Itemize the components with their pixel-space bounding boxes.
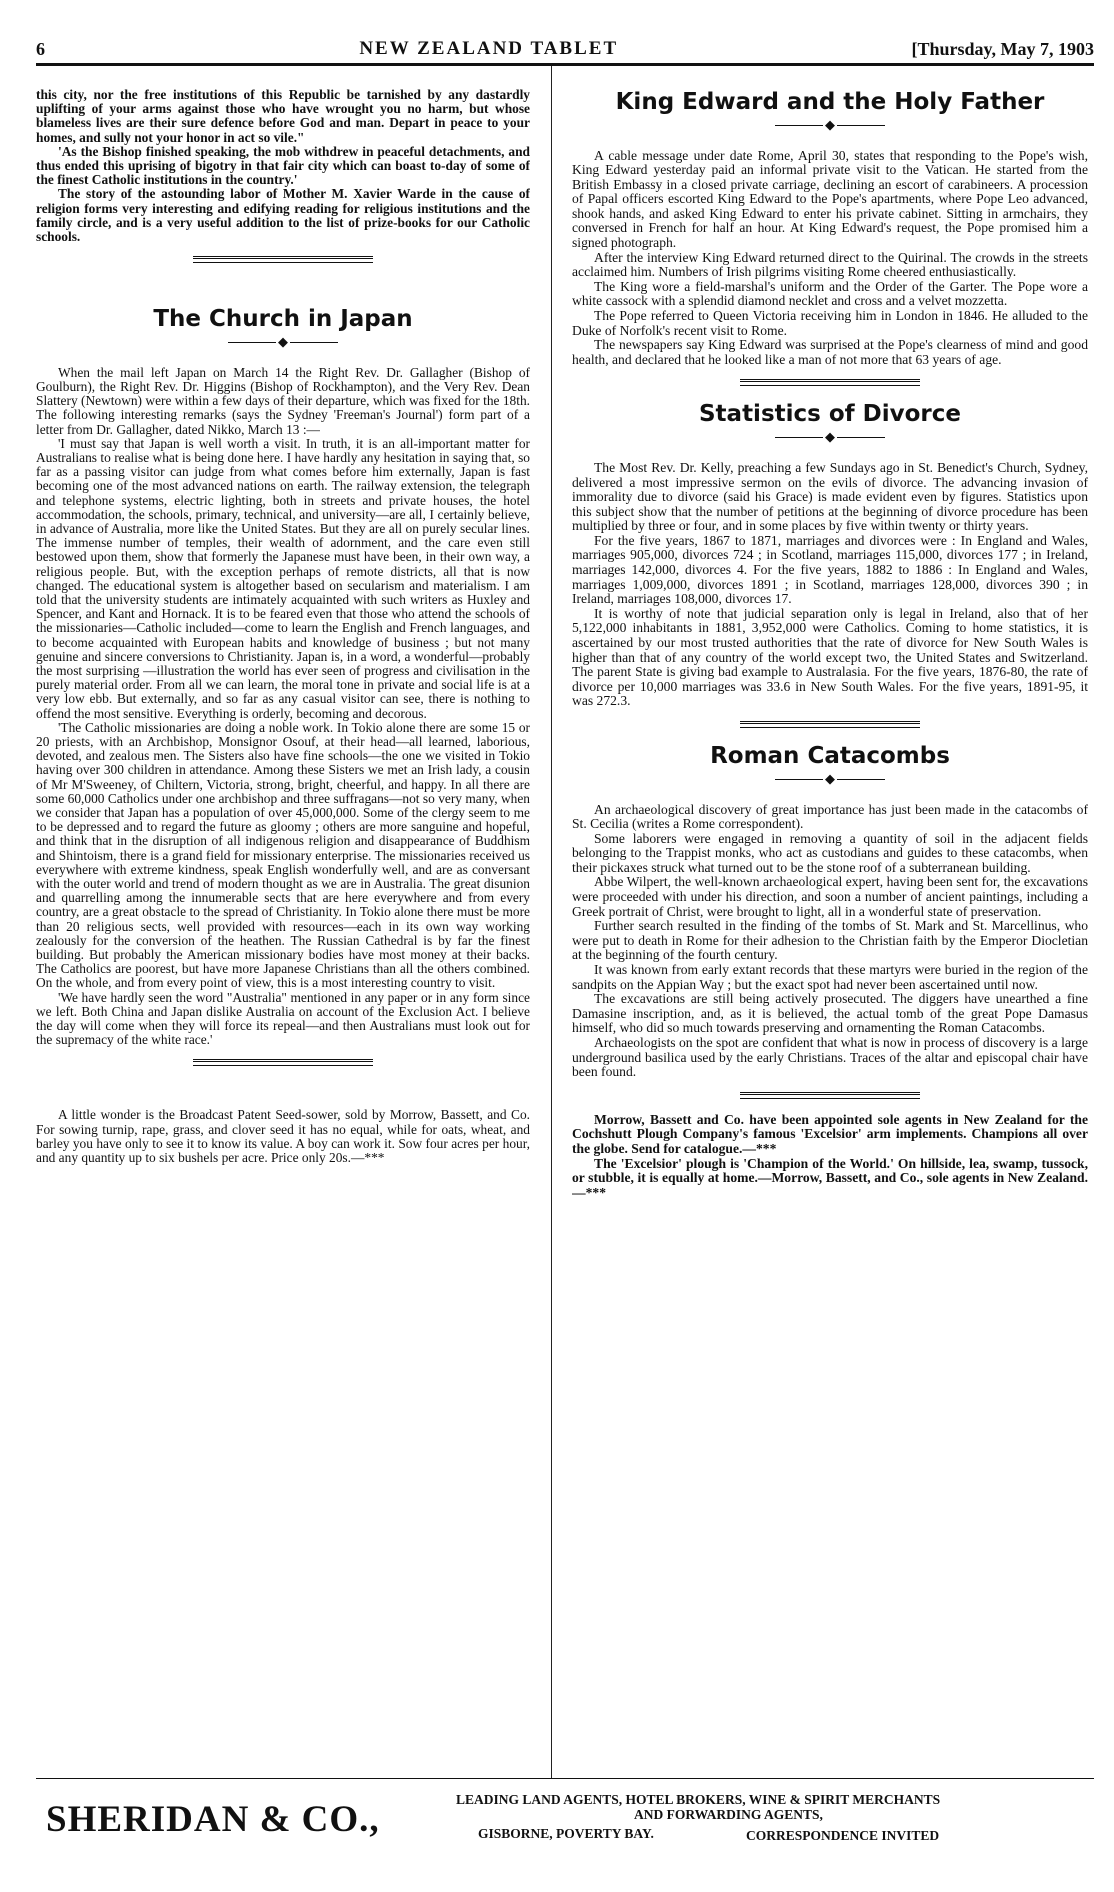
- section-separator: [740, 379, 920, 386]
- section-separator: [193, 1059, 373, 1066]
- article-paragraph: Abbe Wilpert, the well-known archaeological expert, having been sent for, the excavations were proceeded with under his direction, and soon a number of ancient paintings, including a Greek portrait of Christ, were brought to light, all in a wonderful state of preservation.: [572, 874, 1088, 919]
- article-paragraph: An archaeological discovery of great importance has just been made in the catacombs of St. Cecilia (writes a Rome correspondent).: [572, 801, 1088, 832]
- issue-date: [Thursday, May 7, 1903: [911, 38, 1094, 59]
- section-separator: [740, 1092, 920, 1099]
- article-paragraph: Further search resulted in the finding of the tombs of St. Mark and St. Marcellinus, who were put to death in Rome for their adhesion to the Christian faith by the Emperor Diocletian at the beginning of the fourth century.: [572, 918, 1088, 963]
- advert-seed-sower: A little wonder is the Broadcast Patent Seed-sower, sold by Morrow, Bassett, and Co. For sowing turnip, rape, grass, and clover seed it has no equal, while for oats, wheat, and barley you have only to see it to know its value. A boy can work it. Sow four acres per hour, and any quantity up to six bushels per acre. Price only 20s.—***: [36, 1107, 530, 1166]
- intro-paragraph: 'As the Bishop finished speaking, the mob withdrew in peaceful detachments, and thus ended this uprising of bigotry in that fair city which can boast to-day of some of the finest Catholic institutions in the country.': [36, 143, 530, 188]
- article-paragraph: 'The Catholic missionaries are doing a noble work. In Tokio alone there are some 15 or 20 priests, with an Archbishop, Monsignor Osouf, at their head—all learned, laborious, devoted, and zealous men. The Sisters also have fine schools—the one we visited in Tokio having over 300 children in attendance. Among these Sisters we met an Irish lady, a cousin of Mr M'Sweeney, of Chiltern, Victoria, strong, bright, cheerful, and happy. In all there are some 60,000 Catholics under one archbishop and three suffragans—not so very many, when we consider that Japan has a population of over 45,000,000. Some of the clergy seem to me to be depressed and to regard the future as gloomy ; others are more sanguine and hopeful, and think that in the disruption of all indigenous religion and disappearance of Buddhism and Shintoism, there is a grand field for missionary enterprise. The missionaries received us everywhere with extreme kindness, speak English wonderfully well, and are as conversant with the outer world and trend of modern thought as we are in Australia. The great disunion and quarrelling among the innumerable sects that are here everywhere and from every country, are a great obstacle to the spread of Christianity. In Tokio alone there must be more than 20 religious sects, well provided with resources—each in its own way working zealously for the conversion of the heathen. The Russian Cathedral is by far the finest building. But probably the American missionary bodies have most money at their backs. The Catholics are poorest, but have more Japanese Christians than all the others combined. On the whole, and from every point of view, this is a most interesting country to visit.: [36, 719, 530, 991]
- intro-paragraph: The story of the astounding labor of Mother M. Xavier Warde in the cause of religion forms very interesting and edifying reading for religious institutions and the family circle, and is a very useful addition to the list of prize-books for our Catholic schools.: [36, 186, 530, 245]
- article-title-divorce: Statistics of Divorce: [698, 401, 962, 428]
- article-paragraph: The newspapers say King Edward was surprised at the Pope's clearness of mind and good health, and declared that he looked like a man of not more that 63 years of age.: [572, 337, 1088, 367]
- article-paragraph: Some laborers were engaged in removing a quantity of soil in the adjacent fields belonging to the Trappist monks, who act as custodians and guides to these catacombs, when their pickaxes struck what turned out to be the stone roof of a subterranean building.: [572, 830, 1088, 875]
- page-number: 6: [36, 38, 45, 59]
- advert-excelsior: The 'Excelsior' plough is 'Champion of the World.' On hillside, lea, swamp, tussock, or stubble, it is equally at home.—Morrow, Bassett, and Co., sole agents in New Zealand.—***: [572, 1155, 1088, 1200]
- advert-excelsior: Morrow, Bassett and Co. have been appointed sole agents in New Zealand for the Cochshutt Plough Company's famous 'Excelsior' arm implements. Champions all over the globe. Send for catalogue.—***: [572, 1111, 1088, 1156]
- masthead-rule: [36, 63, 1094, 66]
- article-paragraph: Archaeologists on the spot are confident that what is now in process of discovery is a large underground basilica used by the early Christians. Traces of the altar and episcopal chair have been found.: [572, 1035, 1088, 1080]
- footer-advert: [36, 1792, 1094, 1852]
- article-paragraph: The King wore a field-marshal's uniform and the Order of the Garter. The Pope wore a white cassock with a splendid diamond necklet and cross and a velvet mozzetta.: [572, 278, 1088, 309]
- sheridan-brand: SHERIDAN & CO.,: [46, 1799, 380, 1840]
- article-paragraph: 'I must say that Japan is well worth a visit. In truth, it is an all-important matter for Australians to realise what is being done here. I have hardly any hesitation in saying that, so far as a passing visitor can judge from what comes before him externally, Japan is fast becoming one of the most advanced nations on earth. The railway extension, the telegraph and telephone systems, electric lighting, both in streets and private houses, the hotel accommodation, the schools, primary, technical, and university—are all, I certainly believe, in advance of Australia, more like the United States. But they are all on purely secular lines. The immense number of temples, their wealth of adornment, and the care even still bestowed upon them, show that formerly the Japanese must have been, in their own way, a religious people. But, with the exception perhaps of remote districts, all that is now changed. The educational system is altogether based on secularism and materialism. I am told that the university students are intimately acquainted with such writers as Huxley and Spencer, and Kant and Hornack. It is to be feared even that those who attend the schools of the missionaries—Catholic included—come to learn the English and French languages, and to become acquainted with European habits and knowledge of business ; but not many genuine and sincere conversions to Christianity. Japan is, in a word, a wonderful—probably the most surprising —illustration the world has ever seen of progress and civilisation in the purely material order. From all we can learn, the moral tone in private and social life is at a very low ebb. But externally, and so far as any casual visitor can see, there is nothing to offend the most sensitive. Everything is orderly, becoming and decorous.: [36, 435, 530, 721]
- masthead: [36, 36, 1094, 62]
- newspaper-title: NEW ZEALAND TABLET: [359, 38, 619, 59]
- section-separator: [193, 256, 373, 263]
- footer-rule: [36, 1778, 1094, 1779]
- article-paragraph: The Pope referred to Queen Victoria receiving him in London in 1846. He alluded to the Duke of Norfolk's recent visit to Rome.: [572, 308, 1088, 338]
- article-paragraph: The excavations are still being actively prosecuted. The diggers have unearthed a fine Damasine inscription, and, as it is believed, the actual tomb of the great Pope Damasus himself, who did so much towards preserving and ornamenting the Roman Catacombs.: [572, 991, 1088, 1036]
- title-ornament: ◆: [36, 335, 530, 350]
- column-divider: [551, 66, 552, 1779]
- article-title-edward: King Edward and the Holy Father: [615, 89, 1045, 115]
- right-column: [572, 88, 1088, 1766]
- article-title-catacombs: Roman Catacombs: [710, 743, 950, 769]
- footer-line: AND FORWARDING AGENTS,: [634, 1807, 823, 1822]
- left-column: [36, 88, 530, 1766]
- article-paragraph: It is worthy of note that judicial separation only is legal in Ireland, also that of her 5,122,000 inhabitants in 1881, 3,952,000 were Catholics. Coming to home statistics, it is ascertained by our most trusted authorities that the rate of divorce for New South Wales is higher than that of any country of the world except two, the United States and Switzerland. The parent State is giving bad example to Australasia. For the five years, 1876-80, the rate of divorce per 10,000 marriages was 33.6 in New South Wales. For the five years, 1891-95, it was 272.3.: [572, 605, 1088, 709]
- article-title-japan: The Church in Japan: [153, 306, 413, 333]
- article-paragraph: The Most Rev. Dr. Kelly, preaching a few Sundays ago in St. Benedict's Church, Sydney, delivered a most impressive sermon on the evils of divorce. The advancing invasion of immorality due to divorce (said his Grace) is made evident even by figures. Statistics upon this subject show that the number of petitions at the beginning of divorce procedure has been multiplied by three or four, and in some places by five within twenty or thirty years.: [572, 459, 1088, 534]
- intro-paragraph: this city, nor the free institutions of this Republic be tarnished by any dastardly uplifting of your arms against those who have wrought you no harm, but whose blameless lives are their sure defence before God and man. Depart in peace to your homes, and sully not your honor in act so vile.": [36, 88, 530, 145]
- article-paragraph: For the five years, 1867 to 1871, marriages and divorces were : In England and Wales, marriages 905,000, divorces 724 ; in Scotland, marriages 115,000, divorces 177 ; in Ireland, marriages 142,000, divorces 4. For the five years, 1882 to 1886 : In England and Wales, marriages 1,009,000, divorces 1891 ; in Scotland, marriages 128,000, divorces 390 ; in Ireland, marriages 108,000, divorces 17.: [572, 532, 1088, 607]
- footer-line: CORRESPONDENCE INVITED: [746, 1828, 940, 1843]
- title-ornament: ◆: [572, 118, 1088, 133]
- footer-line: GISBORNE, POVERTY BAY.: [478, 1826, 654, 1841]
- section-separator: [740, 721, 920, 728]
- article-paragraph: When the mail left Japan on March 14 the Right Rev. Dr. Gallagher (Bishop of Goulburn), the Right Rev. Dr. Higgins (Bishop of Rockhampton), and the Very Rev. Dean Slattery (Newtown) were within a few days of their departure, which was fixed for the 18th. The following interesting remarks (says the Sydney 'Freeman's Journal') form part of a letter from Dr. Gallagher, dated Nikko, March 13 :—: [36, 364, 530, 437]
- article-paragraph: It was known from early extant records that these martyrs were buried in the region of the sandpits on the Appian Way ; but the exact spot had never been ascertained until now.: [572, 962, 1088, 992]
- article-paragraph: After the interview King Edward returned direct to the Quirinal. The crowds in the streets acclaimed him. Numbers of Irish pilgrims visiting Rome cheered enthusiastically.: [572, 249, 1088, 280]
- title-ornament: ◆: [572, 430, 1088, 445]
- article-paragraph: 'We have hardly seen the word "Australia" mentioned in any paper or in any form since we left. Both China and Japan dislike Australia on account of the Exclusion Act. I believe the day will come when they will force its repeal—and then Australians must look out for the supremacy of the white race.': [36, 989, 530, 1048]
- title-ornament: ◆: [572, 772, 1088, 787]
- article-paragraph: A cable message under date Rome, April 30, states that responding to the Pope's wish, King Edward yesterday paid an informal private visit to the Vatican. He started from the British Embassy in a closed private carriage, declining an escort of carabineers. A procession of Papal officers escorted King Edward to the Pope's apartments, where Pope Leo advanced, shook hands, and asked King Edward to enter his private cabinet. Sitting in armchairs, they conversed in French for half an hour. At King Edward's request, the Pope promised him a signed photograph.: [572, 147, 1088, 251]
- footer-line: LEADING LAND AGENTS, HOTEL BROKERS, WINE & SPIRIT MERCHANTS: [456, 1792, 941, 1807]
